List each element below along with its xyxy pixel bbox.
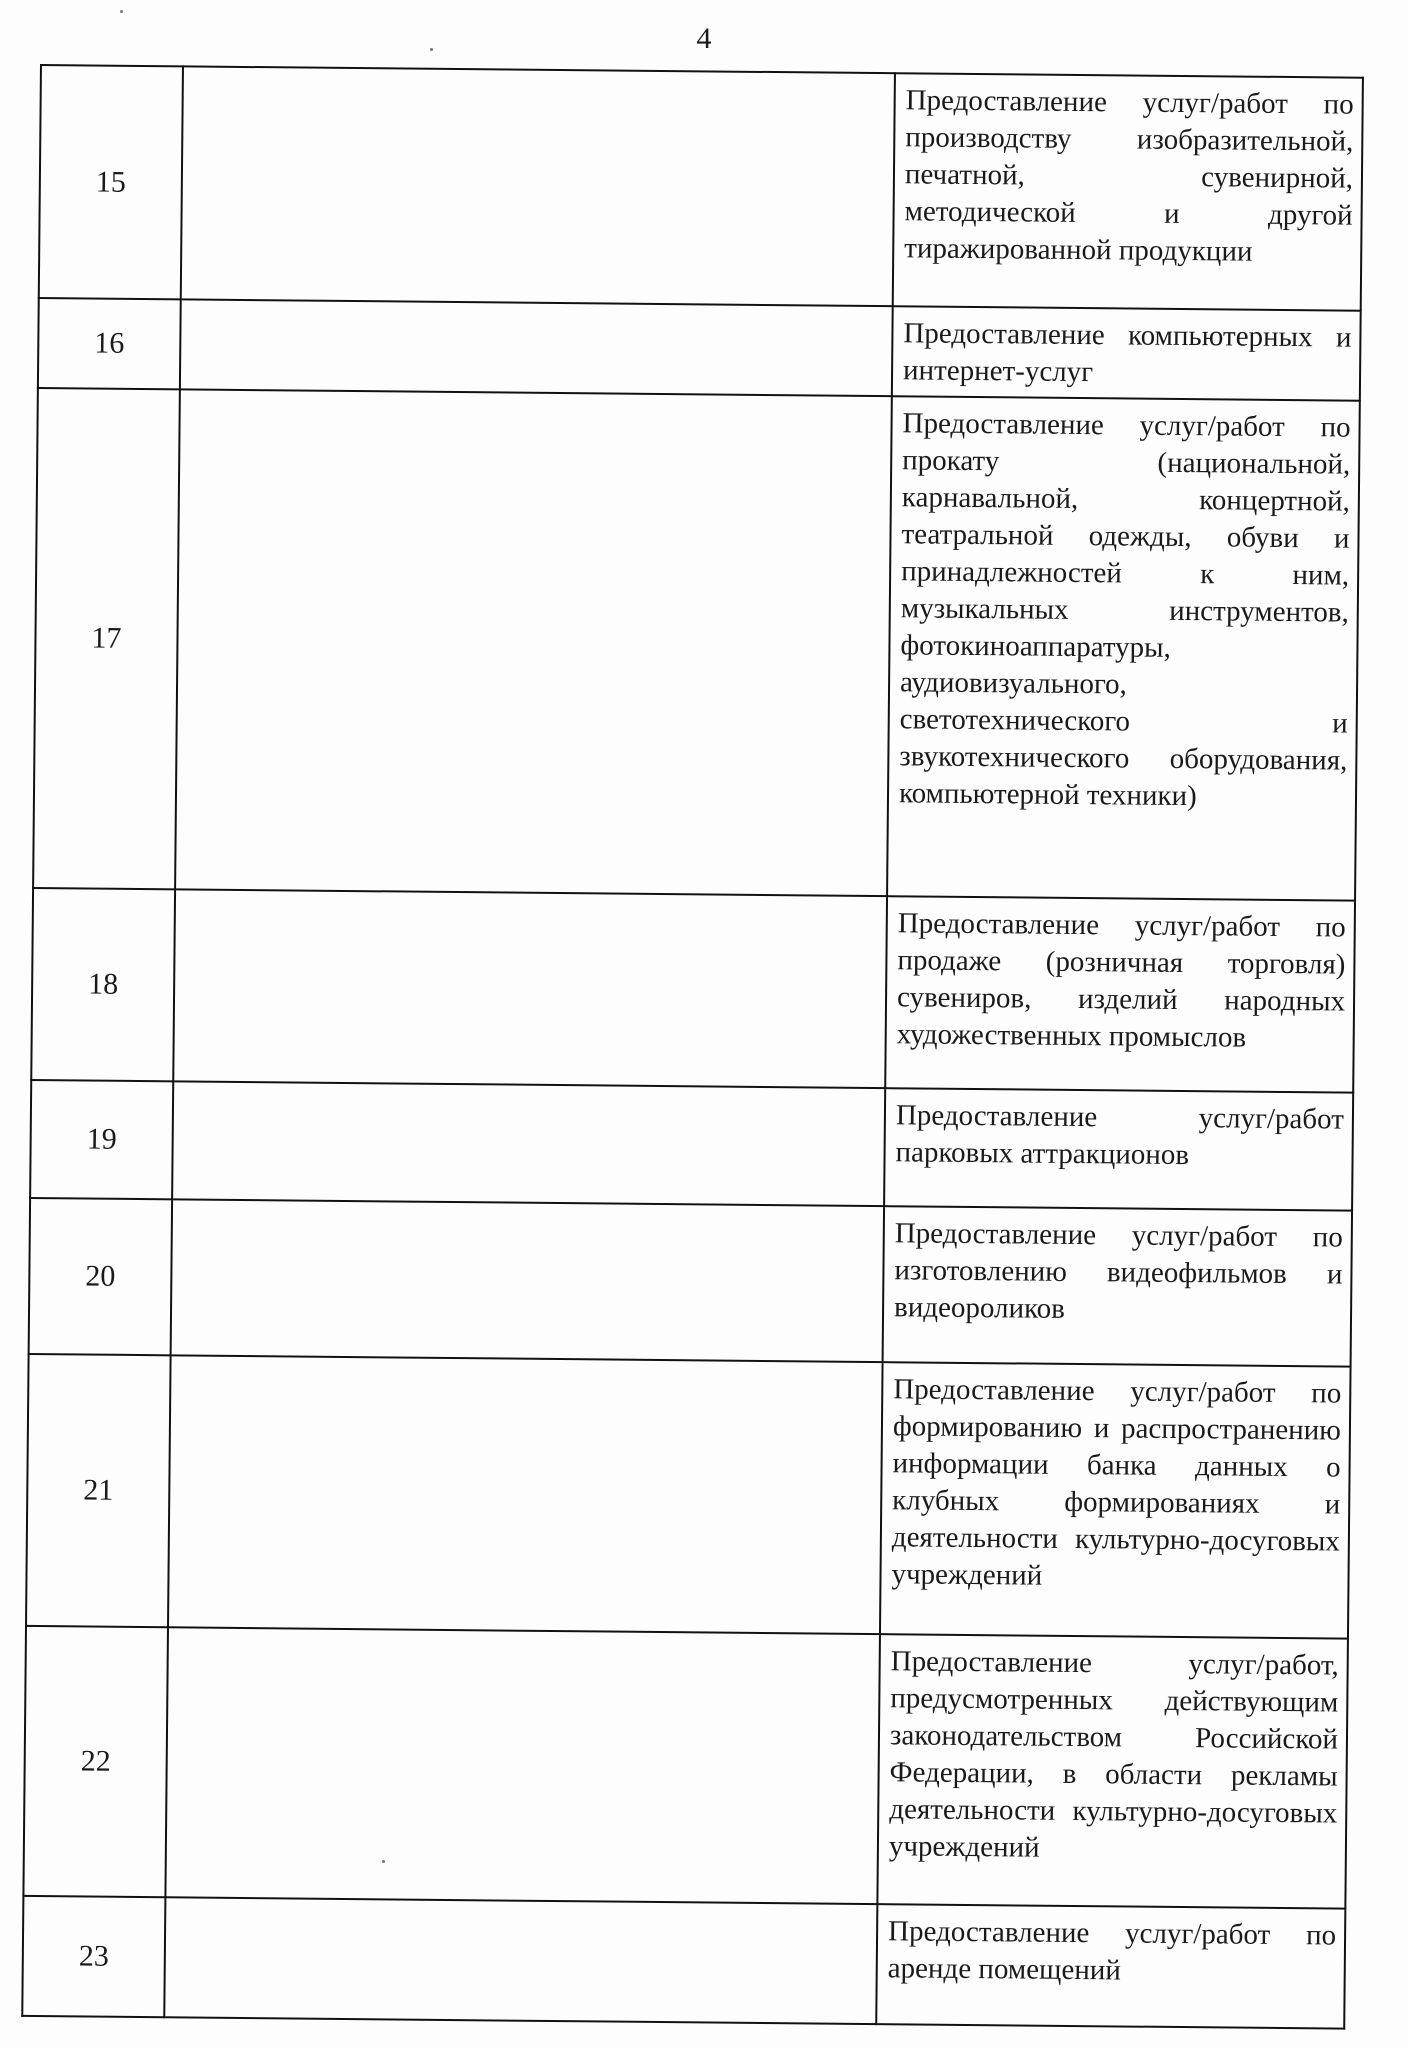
table-sheet: [21, 64, 1362, 2030]
service-description: Предоставление услуг/работ, предусмотренных действующим законодательством Российской Федерации, в области рекламы деятельности культурно-досуговых учреждений: [877, 1634, 1348, 1908]
empty-cell: [173, 889, 887, 1088]
service-description: Предоставление услуг/работ по продаже (розничная торговля) сувениров, изделий народных художественных промыслов: [885, 896, 1355, 1092]
service-description: Предоставление услуг/работ по аренде помещений: [876, 1904, 1345, 2028]
table-row: [23, 1626, 1348, 1909]
empty-cell: [181, 66, 895, 306]
table-row: [22, 1896, 1345, 2029]
table-row: [30, 1080, 1353, 1211]
service-description: Предоставление услуг/работ по производству изобразительной, печатной, сувенирной, методической и другой тиражированной продукции: [893, 73, 1363, 310]
empty-cell: [171, 1199, 884, 1362]
row-number: 21: [26, 1354, 171, 1627]
table-row: [29, 1198, 1352, 1367]
empty-cell: [164, 1897, 877, 2024]
service-description: Предоставление компьютерных и интернет-услуг: [892, 306, 1361, 400]
table-row: [38, 298, 1361, 401]
empty-cell: [172, 1081, 885, 1206]
service-description: Предоставление услуг/работ по изготовлению видеофильмов и видеороликов: [883, 1206, 1352, 1366]
row-number: 16: [38, 298, 181, 389]
table-row: [26, 1354, 1351, 1639]
service-description: Предоставление услуг/работ по прокату (национальной, карнавальной, концертной, театральной одежды, обуви и принадлежностей к ним, музыкальных инструментов, фотокиноаппаратуры, аудиовизуального, светотехнического и звукотехнического оборудования, компьютерной техники): [887, 396, 1360, 900]
empty-cell: [168, 1355, 883, 1634]
scan-speck: [120, 10, 123, 13]
service-description: Предоставление услуг/работ по формированию и распространению информации банка данных о клубных формированиях и деятельности культурно-досуговых учреждений: [880, 1362, 1351, 1638]
page-number: 4: [696, 22, 712, 55]
empty-cell: [175, 389, 892, 896]
services-table: [21, 64, 1364, 2030]
table-row: [39, 65, 1363, 311]
empty-cell: [180, 299, 893, 396]
table-row: [31, 888, 1355, 1093]
scan-speck: [430, 48, 433, 51]
row-number: 15: [39, 65, 183, 299]
table-row: [33, 388, 1360, 901]
row-number: 18: [31, 888, 175, 1081]
empty-cell: [165, 1627, 880, 1904]
row-number: 17: [33, 388, 180, 889]
row-number: 22: [23, 1626, 168, 1897]
service-description: Предоставление услуг/работ парковых аттракционов: [884, 1088, 1353, 1210]
row-number: 19: [30, 1080, 173, 1199]
row-number: 20: [29, 1198, 172, 1355]
row-number: 23: [22, 1896, 165, 2017]
